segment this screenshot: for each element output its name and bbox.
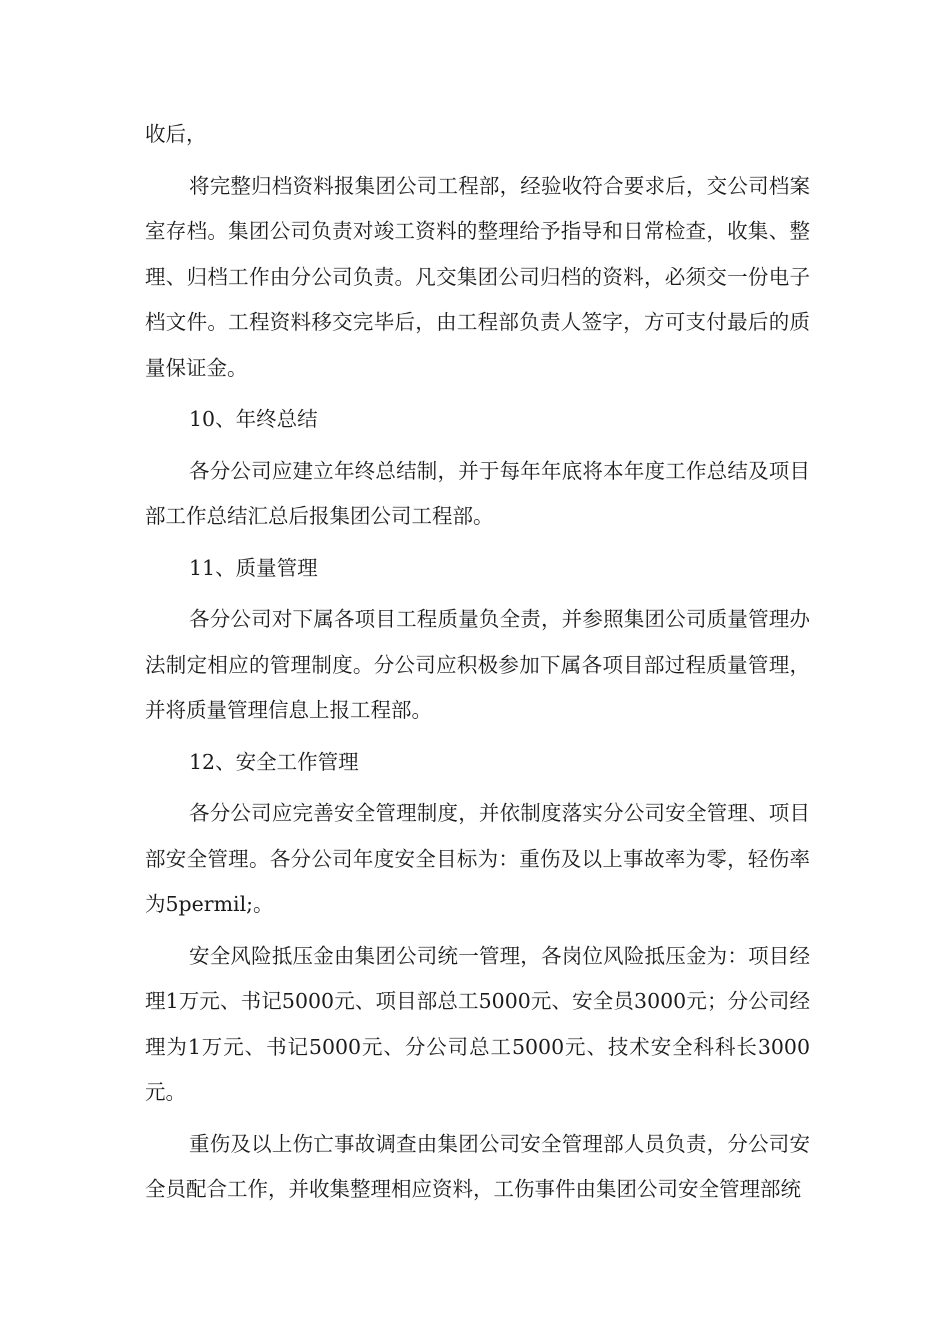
- heading-year-end-summary: 10、年终总结: [189, 407, 318, 431]
- paragraph-archiving: 将完整归档资料报集团公司工程部，经验收符合要求后，交公司档案室存档。集团公司负责对竣工资料的整理给予指导和日常检查，收集、整理、归档工作由分公司负责。凡交集团公司归档的资料，必须交一份电子档文件。工程资料移交完毕后，由工程部负责人签字，方可支付最后的质量保证金。: [145, 173, 810, 380]
- paragraph-risk-deposit: 安全风险抵压金由集团公司统一管理，各岗位风险抵压金为：项目经理1万元、书记5000元、项目部总工5000元、安全员3000元；分公司经理为1万元、书记5000元、分公司总工5000元、技术安全科科长3000元。: [145, 943, 810, 1104]
- heading-quality-management: 11、质量管理: [189, 555, 318, 580]
- paragraph-accident-investigation: 重伤及以上伤亡事故调查由集团公司安全管理部人员负责，分公司安全员配合工作，并收集整理相应资料，工伤事件由集团公司安全管理部统: [145, 1131, 810, 1201]
- paragraph-quality-management: 各分公司对下属各项目工程质量负全责，并参照集团公司质量管理办法制定相应的管理制度。分公司应积极参加下属各项目部过程质量管理，并将质量管理信息上报工程部。: [145, 607, 810, 722]
- document-body: [145, 112, 810, 1213]
- paragraph-year-end-summary: 各分公司应建立年终总结制，并于每年年底将本年度工作总结及项目部工作总结汇总后报集团公司工程部。: [145, 458, 810, 528]
- heading-safety-management: 12、安全工作管理: [189, 749, 359, 774]
- paragraph-continuation: 收后，: [145, 122, 207, 146]
- paragraph-safety-management: 各分公司应完善安全管理制度，并依制度落实分公司安全管理、项目部安全管理。各分公司年度安全目标为：重伤及以上事故率为零，轻伤率为5permil;。: [145, 801, 810, 916]
